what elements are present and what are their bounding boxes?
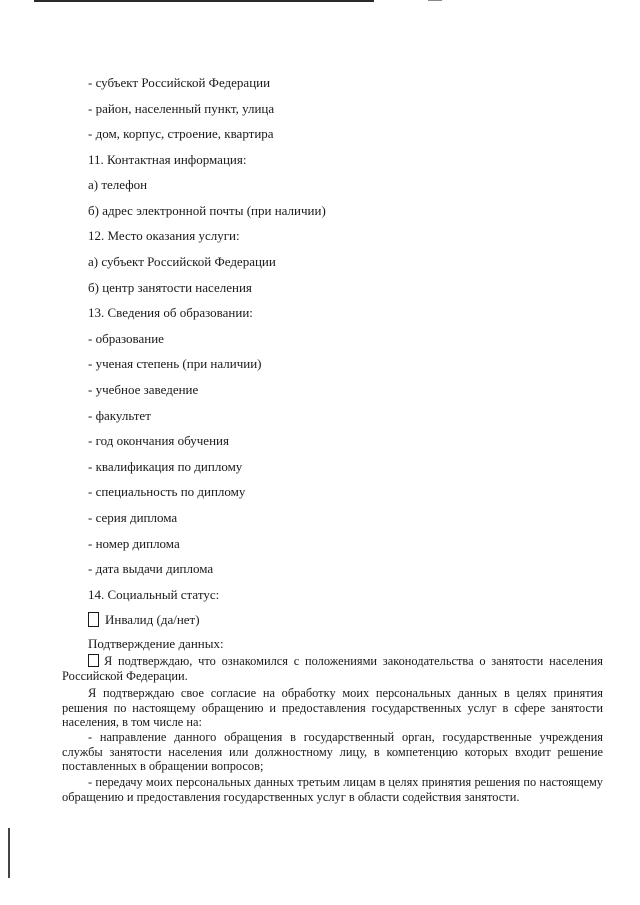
list-item: а) субъект Российской Федерации	[88, 254, 276, 269]
disability-option	[88, 612, 200, 627]
list-item: - квалификация по диплому	[88, 459, 243, 474]
section-heading-14: 14. Социальный статус:	[88, 587, 220, 602]
acknowledge-paragraph	[62, 654, 603, 683]
list-item: б) центр занятости населения	[88, 280, 252, 295]
disability-checkbox[interactable]	[88, 612, 99, 627]
confirmation-heading: Подтверждение данных:	[88, 636, 224, 651]
list-item: - район, населенный пункт, улица	[88, 101, 275, 116]
list-item: - дата выдачи диплома	[88, 561, 214, 576]
list-item: - образование	[88, 331, 164, 346]
section-heading-12: 12. Место оказания услуги:	[88, 228, 240, 243]
list-item: - год окончания обучения	[88, 433, 229, 448]
list-item: б) адрес электронной почты (при наличии)	[88, 203, 326, 218]
consent-bullet-2: - передачу моих персональных данных третьим лицам в целях принятия решения по настоящему обращению и предоставления государственных услуг в области содействия занятости.	[62, 775, 603, 804]
list-item: - факультет	[88, 408, 151, 423]
disability-checkbox-label: Инвалид (да/нет)	[105, 612, 200, 627]
list-item: - учебное заведение	[88, 382, 199, 397]
left-margin-mark	[8, 828, 10, 878]
acknowledge-checkbox[interactable]	[88, 654, 99, 667]
section-heading-11: 11. Контактная информация:	[88, 152, 247, 167]
acknowledge-text: Я подтверждаю, что ознакомился с положениями законодательства о занятости населения Российской Федерации.	[62, 654, 603, 683]
list-item: а) телефон	[88, 177, 148, 192]
consent-paragraph: Я подтверждаю свое согласие на обработку моих персональных данных в целях принятия решения по настоящему обращению и предоставления государственных услуг в сфере занятости населения, в том числе на:	[62, 686, 603, 730]
top-rule	[34, 0, 374, 2]
list-item: - серия диплома	[88, 510, 178, 525]
list-item: - субъект Российской Федерации	[88, 75, 271, 90]
list-item: - дом, корпус, строение, квартира	[88, 126, 274, 141]
section-heading-13: 13. Сведения об образовании:	[88, 305, 253, 320]
list-item: - ученая степень (при наличии)	[88, 356, 262, 371]
consent-bullet-1: - направление данного обращения в государственный орган, государственные учреждения службы занятости населения или должностному лицу, в компетенцию которых входит решение поставленных в обращении вопросов;	[62, 730, 603, 774]
list-item: - специальность по диплому	[88, 484, 246, 499]
list-item: - номер диплома	[88, 536, 180, 551]
top-scan-mark	[428, 0, 442, 1]
